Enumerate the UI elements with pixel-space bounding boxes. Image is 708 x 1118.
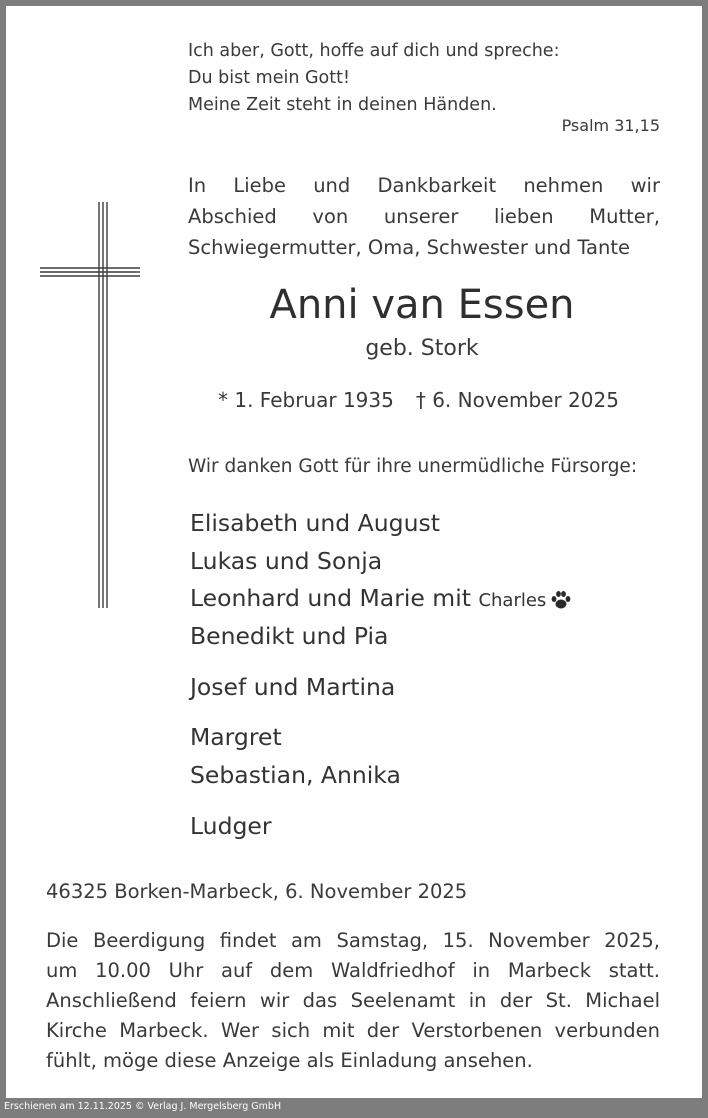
verse-line: Meine Zeit steht in deinen Händen. [188, 95, 497, 115]
word: wir [259, 989, 290, 1012]
word: mit [322, 1019, 355, 1042]
word: das [302, 989, 338, 1012]
word: November [488, 929, 590, 952]
family-member: Sebastian, Annika [190, 761, 401, 789]
intro-line [188, 201, 660, 232]
verse-reference: Psalm 31,15 [561, 116, 660, 135]
life-dates [218, 388, 619, 412]
intro-line [188, 170, 660, 201]
family-member: Margret [190, 723, 282, 751]
word: Michael [585, 989, 660, 1012]
word: Dankbarkeit [377, 174, 497, 197]
funeral-line [46, 1016, 660, 1046]
family-member-text: Leonhard und Marie mit [190, 584, 471, 612]
word: Mutter, [589, 205, 660, 228]
word: St. [545, 989, 572, 1012]
word: in [472, 959, 491, 982]
family-member: Ludger [190, 812, 272, 840]
funeral-line [46, 926, 660, 956]
funeral-line: fühlt, möge diese Anzeige als Einladung ansehen. [46, 1049, 533, 1072]
birth-name: geb. Stork [365, 336, 479, 361]
word: von [312, 205, 349, 228]
publication-footer: Erschienen am 12.11.2025 © Verlag J. Mergelsberg GmbH [4, 1101, 282, 1112]
word: der [499, 989, 533, 1012]
family-member: Benedikt und Pia [190, 622, 389, 650]
family-member: Josef und Martina [190, 673, 396, 701]
word: feiern [190, 989, 247, 1012]
word: 10.00 [95, 959, 151, 982]
family-member [190, 584, 572, 612]
word: in [468, 989, 487, 1012]
bible-verse [188, 38, 668, 119]
word: um [46, 959, 78, 982]
word: Kirche [46, 1019, 107, 1042]
word: statt. [608, 959, 660, 982]
thanks-line: Wir danken Gott für ihre unermüdliche Fürsorge: [188, 456, 638, 477]
word: Waldfriedhof [331, 959, 455, 982]
deceased-name: Anni van Essen [269, 282, 575, 328]
word: dem [269, 959, 314, 982]
word: Marbeck. [119, 1019, 209, 1042]
word: 2025, [604, 929, 660, 952]
word: 15. [442, 929, 474, 952]
word: und [313, 174, 351, 197]
word: verbunden [554, 1019, 660, 1042]
word: auf [221, 959, 253, 982]
intro-line: Schwiegermutter, Oma, Schwester und Tante [188, 236, 630, 259]
funeral-notice [46, 926, 660, 1076]
word: Samstag, [336, 929, 429, 952]
verse-line: Ich aber, Gott, hoffe auf dich und spreche: [188, 41, 560, 61]
word: der [366, 1019, 400, 1042]
word: Marbeck [507, 959, 592, 982]
place-date: 46325 Borken-Marbeck, 6. November 2025 [46, 880, 468, 903]
obituary-card [6, 6, 702, 1098]
word: findet [219, 929, 277, 952]
family-member: Lukas und Sonja [190, 547, 383, 575]
word: Wer [220, 1019, 260, 1042]
verse-line: Du bist mein Gott! [188, 68, 350, 88]
death-date: † 6. November 2025 [415, 388, 619, 412]
word: wir [630, 174, 660, 197]
word: sich [271, 1019, 311, 1042]
pet-name: Charles [478, 590, 547, 611]
word: Anschließend [46, 989, 177, 1012]
birth-date: * 1. Februar 1935 [218, 388, 394, 412]
word: In [188, 174, 207, 197]
word: Die [46, 929, 79, 952]
cross-icon [38, 200, 140, 610]
word: Abschied [188, 205, 277, 228]
word: Liebe [233, 174, 286, 197]
word: Verstorbenen [411, 1019, 543, 1042]
family-member: Elisabeth und August [190, 509, 440, 537]
funeral-line [46, 986, 660, 1016]
word: unserer [383, 205, 459, 228]
intro-text [188, 170, 660, 263]
word: am [290, 929, 322, 952]
word: Beerdigung [92, 929, 206, 952]
word: nehmen [523, 174, 604, 197]
word: Seelenamt [350, 989, 456, 1012]
word: Uhr [168, 959, 204, 982]
word: lieben [494, 205, 554, 228]
paw-icon [550, 590, 572, 610]
funeral-line [46, 956, 660, 986]
